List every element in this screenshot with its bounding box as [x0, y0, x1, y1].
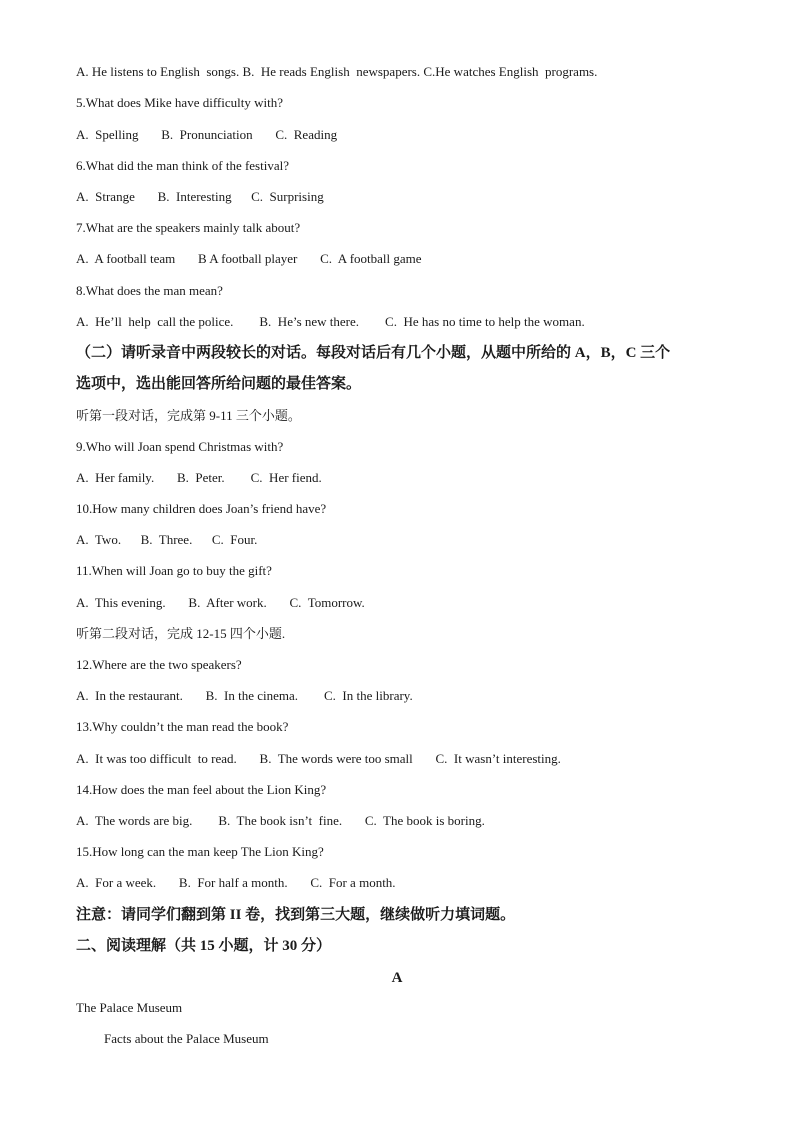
reading-section-title: 二、阅读理解（共 15 小题，计 30 分） — [76, 938, 332, 954]
dialogue-1-heading: 听第一段对话，完成第 9-11 三个小题。 — [76, 408, 301, 423]
q6-options: A. Strange B. Interesting C. Surprising — [76, 189, 324, 204]
q11-options: A. This evening. B. After work. C. Tomorrow. — [76, 595, 365, 610]
q12-options: A. In the restaurant. B. In the cinema. C. In the library. — [76, 688, 413, 703]
passage-title: The Palace Museum — [76, 1000, 183, 1015]
q13-question: 13.Why couldn’t the man read the book? — [76, 719, 289, 734]
q15-question: 15.How long can the man keep The Lion King? — [76, 844, 324, 859]
section-2-instruction-line2: 选项中，选出能回答所给问题的最佳答案。 — [76, 376, 362, 392]
q8-options: A. He’ll help call the police. B. He’s new there. C. He has no time to help the woman. — [76, 314, 585, 329]
q11-question: 11.When will Joan go to buy the gift? — [76, 563, 272, 578]
q5-options: A. Spelling B. Pronunciation C. Reading — [76, 127, 338, 142]
passage-subtitle: Facts about the Palace Museum — [104, 1031, 269, 1046]
dialogue-2-heading: 听第二段对话，完成 12-15 四个小题. — [76, 626, 286, 641]
q14-options: A. The words are big. B. The book isn’t fine. C. The book is boring. — [76, 813, 485, 828]
q14-question: 14.How does the man feel about the Lion King? — [76, 782, 327, 797]
q15-options: A. For a week. B. For half a month. C. For a month. — [76, 875, 396, 890]
notice-line: 注意：请同学们翻到第 II 卷，找到第三大题，继续做听力填词题。 — [76, 907, 516, 923]
q9-question: 9.Who will Joan spend Christmas with? — [76, 439, 284, 454]
q10-question: 10.How many children does Joan’s friend have? — [76, 501, 327, 516]
q5-question: 5.What does Mike have difficulty with? — [76, 95, 283, 110]
passage-label: A — [391, 970, 403, 986]
q8-question: 8.What does the man mean? — [76, 283, 223, 298]
q7-question: 7.What are the speakers mainly talk about? — [76, 220, 301, 235]
section-2-instruction-line1: （二）请听录音中两段较长的对话。每段对话后有几个小题，从题中所给的 A，B，C 三个 — [76, 345, 671, 361]
q6-question: 6.What did the man think of the festival? — [76, 158, 289, 173]
q7-options: A. A football team B A football player C. A football game — [76, 251, 422, 266]
q12-question: 12.Where are the two speakers? — [76, 657, 242, 672]
q13-options: A. It was too difficult to read. B. The words were too small C. It wasn’t interesting. — [76, 751, 561, 766]
q4-options: A. He listens to English songs. B. He reads English newspapers. C.He watches English programs. — [76, 64, 598, 79]
q9-options: A. Her family. B. Peter. C. Her fiend. — [76, 470, 322, 485]
q10-options: A. Two. B. Three. C. Four. — [76, 532, 258, 547]
